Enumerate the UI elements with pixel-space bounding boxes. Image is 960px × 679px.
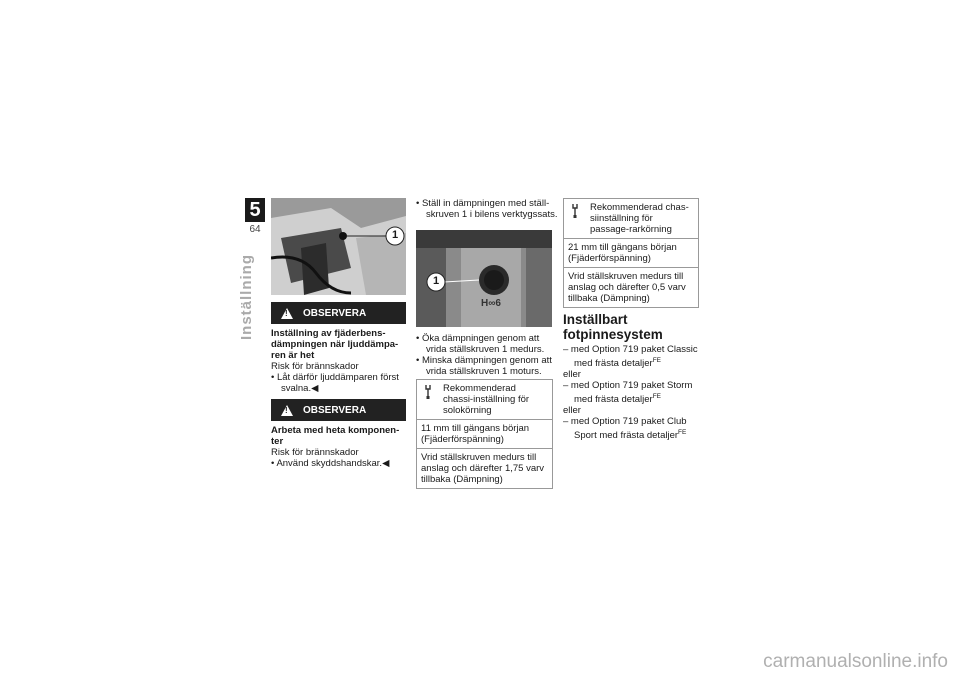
warning-label: OBSERVERA bbox=[303, 404, 367, 416]
warning-bar-1 bbox=[271, 302, 406, 324]
section-title: Inställbart fotpinnesystem bbox=[563, 312, 663, 342]
spec-box-passenger bbox=[563, 198, 699, 308]
spec-passenger-damping: Vrid ställskruven medurs till anslag och därefter 0,5 varv tillbaka (Dämpning) bbox=[564, 267, 698, 307]
chapter-number: 5 bbox=[245, 198, 265, 222]
or-label: eller bbox=[563, 369, 581, 381]
warning-2-text bbox=[271, 425, 407, 469]
spec-box-header bbox=[564, 199, 698, 238]
motorcycle-shock-image bbox=[271, 198, 406, 295]
spec-box-header bbox=[417, 380, 552, 419]
photo-callout-label: 1 bbox=[432, 275, 440, 287]
warning-label: OBSERVERA bbox=[303, 307, 367, 319]
warning-triangle-icon bbox=[281, 405, 293, 416]
step-adjust-damping: • Ställ in dämpningen med ställ-skruven 1 i bilens verktygssats. bbox=[416, 198, 558, 220]
watermark: carmanualsonline.info bbox=[763, 651, 948, 672]
suspension-photo-1 bbox=[271, 198, 406, 295]
footpeg-options bbox=[563, 344, 699, 441]
warning-1-risk: Risk för brännskador bbox=[271, 361, 359, 372]
spec-solo-preload: 11 mm till gängans början (Fjäderförspänning) bbox=[417, 419, 552, 448]
superscript-fe: FE bbox=[652, 393, 661, 401]
suspension-photo-2 bbox=[416, 230, 552, 327]
photo-callout-label: 1 bbox=[391, 229, 399, 241]
svg-text:H∞6: H∞6 bbox=[481, 298, 501, 309]
warning-triangle-icon bbox=[281, 308, 293, 319]
spec-solo-damping: Vrid ställskruven medurs till anslag och därefter 1,75 varv tillbaka (Dämpning) bbox=[417, 448, 552, 488]
damping-steps bbox=[416, 333, 552, 377]
wrench-icon bbox=[570, 203, 584, 219]
step-decrease-damping: • Minska dämpningen genom att vrida ställskruven 1 moturs. bbox=[416, 355, 552, 377]
warning-2-heading: Arbeta med heta komponen-ter bbox=[271, 425, 400, 447]
warning-2-risk: Risk för brännskador bbox=[271, 447, 359, 458]
warning-bar-2 bbox=[271, 399, 406, 421]
warning-2-action: • Använd skyddshandskar.◀ bbox=[271, 458, 390, 469]
page-number: 64 bbox=[249, 224, 261, 235]
warning-1-heading: Inställning av fjäderbens-dämpningen när ljuddämpa-ren är het bbox=[271, 328, 399, 361]
spec-passenger-preload: 21 mm till gängans början (Fjäderförspänning) bbox=[564, 238, 698, 267]
warning-1-text bbox=[271, 328, 407, 394]
superscript-fe: FE bbox=[652, 357, 661, 364]
wrench-icon bbox=[423, 384, 437, 400]
option-club-sport: – med Option 719 paket Club Sport med frästa detaljer$^{FE}$ bbox=[563, 416, 687, 442]
warning-1-action: • Låt därför ljuddämparen först svalna.◀ bbox=[271, 372, 399, 394]
spec-passenger-title: Rekommenderad chas-siinställning för passage-rarkörning bbox=[590, 202, 689, 235]
spec-solo-title: Rekommenderad chassi-inställning för solokörning bbox=[443, 383, 530, 416]
chapter-title: Inställning bbox=[238, 254, 255, 340]
superscript-fe: FE bbox=[678, 429, 687, 437]
spec-box-solo bbox=[416, 379, 553, 489]
option-storm: – med Option 719 paket Storm med frästa detaljer$^{FE}$ bbox=[563, 380, 693, 406]
or-label: eller bbox=[563, 405, 581, 417]
step-increase-damping: • Öka dämpningen genom att vrida ställskruven 1 medurs. bbox=[416, 333, 545, 355]
option-classic: – med Option 719 paket Classic med frästa detaljer$^{FE}$ bbox=[563, 344, 698, 370]
